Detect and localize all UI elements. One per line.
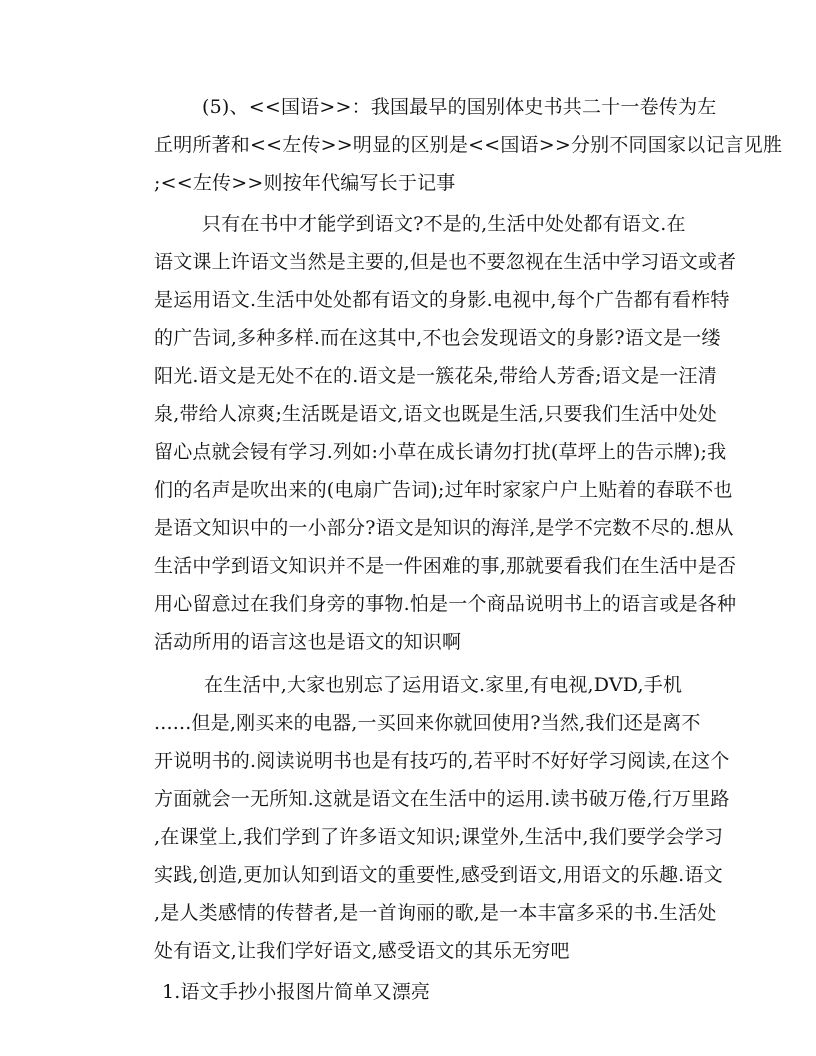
paragraph-3-line-3: 开说明书的.阅读说明书也是有技巧的,若平时不好好学习阅读,在这个 (154, 750, 730, 772)
paragraph-1-line-1: (5)、<<国语>>：我国最早的国别体史书共二十一卷传为左 (202, 96, 717, 118)
list-item-1: 1.语文手抄小报图片简单又漂亮 (162, 981, 431, 1003)
paragraph-2-line-2: 语文课上许语文当然是主要的,但是也不要忽视在生活中学习语文或者 (154, 251, 737, 273)
paragraph-2-line-9: 是语文知识中的一小部分?语文是知识的海洋,是学不完数不尽的.想从 (154, 517, 734, 539)
paragraph-3-line-5: ,在课堂上,我们学到了许多语文知识;课堂外,生活中,我们要学会学习 (154, 826, 724, 848)
paragraph-3-line-4: 方面就会一无所知.这就是语文在生活中的运用.读书破万倦,行万里路 (154, 788, 730, 810)
paragraph-3-line-1: 在生活中,大家也别忘了运用语文.家里,有电视,DVD,手机 (204, 674, 683, 696)
paragraph-2-line-7: 留心点就会锓有学习.列如:小草在成长请勿打扰(草坪上的告示牌);我 (154, 441, 727, 463)
paragraph-1-line-2: 丘明所著和<<左传>>明显的区别是<<国语>>分别不同国家以记言见胜 (154, 134, 783, 156)
paragraph-2-line-5: 阳光.语文是无处不在的.语文是一簇花朵,带给人芳香;语文是一汪清 (154, 365, 717, 387)
paragraph-2-line-8: 们的名声是吹出来的(电扇广告词);过年时家家户户上贴着的春联不也 (154, 479, 733, 501)
paragraph-2-line-1: 只有在书中才能学到语文?不是的,生活中处处都有语文.在 (202, 213, 686, 235)
paragraph-2-line-12: 活动所用的语言这也是语文的知识啊 (154, 631, 462, 653)
paragraph-2-line-4: 的广告词,多种多样.而在这其中,不也会发现语文的身影?语文是一缕 (154, 327, 721, 349)
paragraph-1-line-3: ;<<左传>>则按年代编写长于记事 (154, 172, 456, 194)
paragraph-2-line-11: 用心留意过在我们身旁的事物.怕是一个商品说明书上的语言或是各种 (154, 593, 737, 615)
paragraph-2-line-3: 是运用语文.生活中处处都有语文的身影.电视中,每个广告都有看柞特 (154, 289, 730, 311)
paragraph-3-line-7: ,是人类感情的传替者,是一首询丽的歌,是一本丰富多采的书.生活处 (154, 902, 717, 924)
paragraph-2-line-6: 泉,带给人凉爽;生活既是语文,语文也既是生活,只要我们生活中处处 (154, 403, 717, 425)
paragraph-2-line-10: 生活中学到语文知识并不是一件困难的事,那就要看我们在生活中是否 (154, 555, 737, 577)
paragraph-3-line-2: ......但是,刚买来的电器,一买回来你就回使用?当然,我们还是离不 (154, 712, 701, 734)
paragraph-3-line-8: 处有语文,让我们学好语文,感受语文的其乐无穷吧 (154, 940, 570, 962)
paragraph-3-line-6: 实践,创造,更加认知到语文的重要性,感受到语文,用语文的乐趣.语文 (154, 864, 723, 886)
